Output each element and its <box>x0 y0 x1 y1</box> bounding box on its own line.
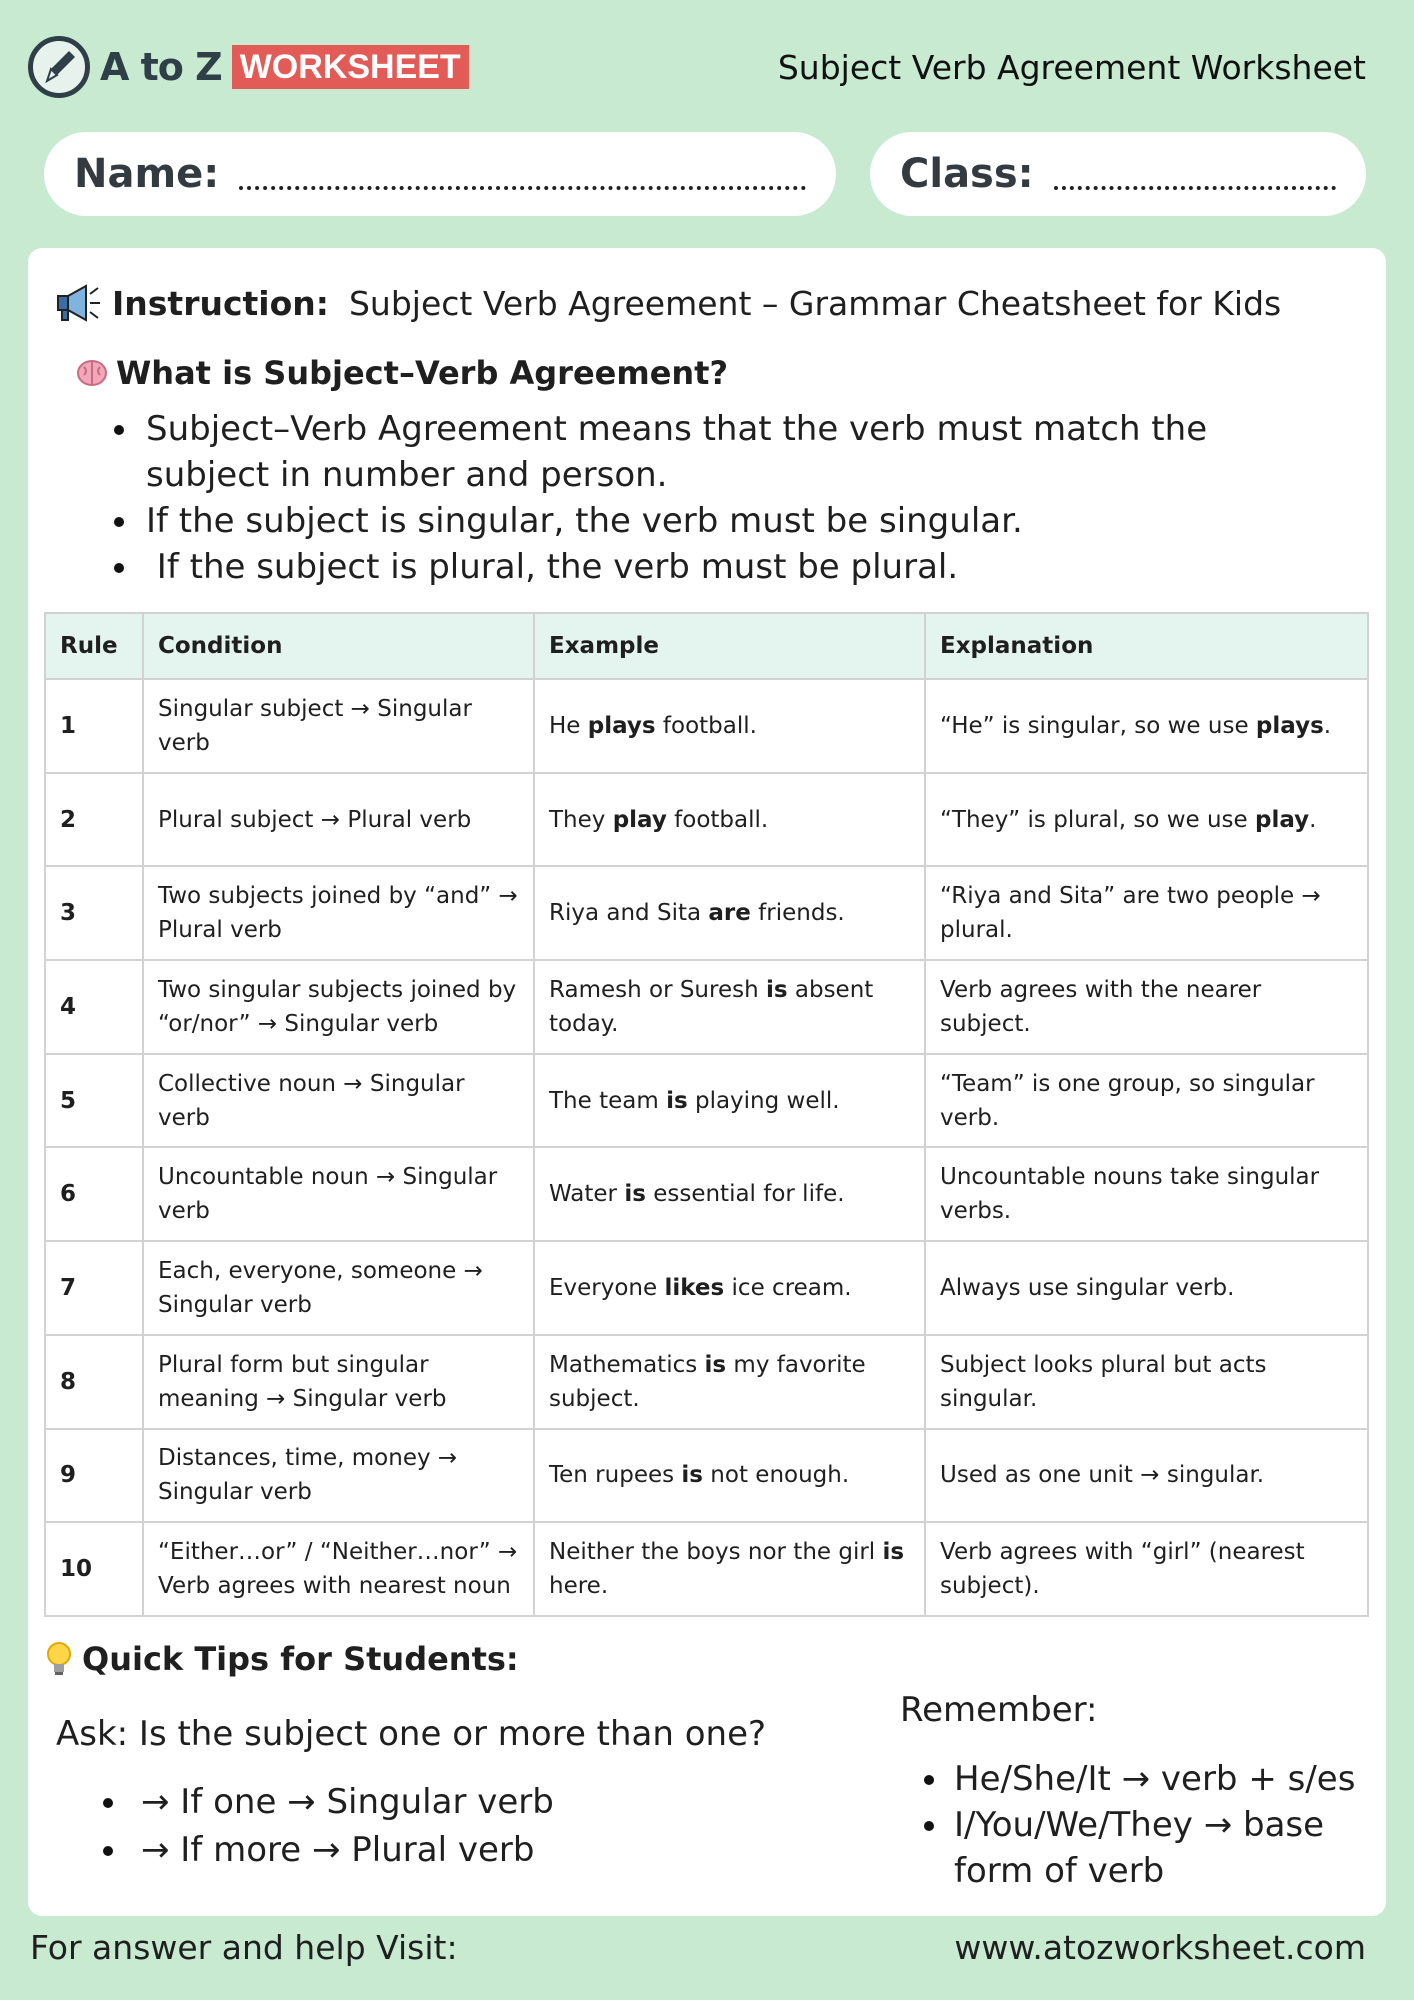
table-row <box>45 773 1368 867</box>
logo-text: A to Z <box>100 45 222 89</box>
rule-example <box>534 679 925 773</box>
example-text-end: football. <box>655 712 757 739</box>
remember-item: I/You/We/They → base form of verb <box>954 1802 1374 1894</box>
rule-condition: Two singular subjects joined by “or/nor” → Singular verb <box>143 960 534 1054</box>
rule-condition: Uncountable noun → Singular verb <box>143 1147 534 1241</box>
example-text-end: friends. <box>750 900 845 927</box>
example-verb: is <box>765 976 788 1003</box>
example-verb: is <box>666 1087 688 1114</box>
rules-table <box>44 612 1369 1617</box>
tips-list <box>141 1778 554 1874</box>
instruction-label: Instruction: <box>112 283 329 323</box>
class-field[interactable] <box>870 132 1366 216</box>
class-blank-line[interactable] <box>1054 186 1336 190</box>
rule-explanation <box>925 773 1368 867</box>
class-label: Class: <box>900 151 1034 197</box>
rule-explanation <box>925 1147 1368 1241</box>
col-header-condition: Condition <box>143 613 534 679</box>
example-text: Neither the boys nor the girl <box>549 1539 883 1566</box>
example-text-end: not enough. <box>703 1462 850 1489</box>
logo-pencil-icon <box>28 36 90 98</box>
example-text-end: football. <box>666 806 769 833</box>
example-text: Ten rupees <box>549 1462 682 1489</box>
rule-explanation <box>925 1335 1368 1429</box>
rule-condition: Two subjects joined by “and” → Plural verb <box>143 866 534 960</box>
definition-heading-text: What is Subject–Verb Agreement? <box>116 354 729 392</box>
tip-item: → If one → Singular verb <box>141 1778 554 1826</box>
name-blank-line[interactable] <box>239 186 806 190</box>
rule-explanation <box>925 1241 1368 1335</box>
col-header-rule: Rule <box>45 613 143 679</box>
example-verb: is <box>681 1462 703 1489</box>
rule-condition: “Either…or” / “Neither…nor” → Verb agrees with nearest noun <box>143 1522 534 1616</box>
rule-explanation <box>925 1429 1368 1523</box>
rule-explanation <box>925 1522 1368 1616</box>
col-header-example: Example <box>534 613 925 679</box>
rule-example <box>534 1054 925 1148</box>
worksheet-title: Subject Verb Agreement Worksheet <box>777 48 1366 87</box>
rule-condition: Plural subject → Plural verb <box>143 773 534 867</box>
explanation-text: “Riya and Sita” are two people → plural. <box>940 883 1329 944</box>
tips-question: Ask: Is the subject one or more than one? <box>56 1714 767 1754</box>
example-text-end: my favorite subject. <box>549 1351 873 1412</box>
rule-example <box>534 866 925 960</box>
rule-condition: Distances, time, money → Singular verb <box>143 1429 534 1523</box>
megaphone-icon <box>54 282 102 324</box>
rule-number: 9 <box>45 1429 143 1523</box>
explanation-text-end: . <box>1309 806 1317 833</box>
example-text-end: playing well. <box>687 1087 840 1114</box>
example-verb: plays <box>587 712 656 739</box>
rule-explanation <box>925 866 1368 960</box>
rule-condition: Each, everyone, someone → Singular verb <box>143 1241 534 1335</box>
example-verb: likes <box>664 1274 725 1301</box>
explanation-text: Used as one unit → singular. <box>940 1462 1265 1489</box>
explanation-text: Uncountable nouns take singular verbs. <box>940 1164 1327 1225</box>
example-text-end: essential for life. <box>645 1181 845 1208</box>
table-row <box>45 679 1368 773</box>
rule-number: 7 <box>45 1241 143 1335</box>
example-verb: is <box>704 1351 727 1378</box>
example-verb: is <box>624 1181 646 1208</box>
instruction-line <box>54 282 1281 324</box>
remember-list <box>954 1756 1374 1894</box>
table-row <box>45 1054 1368 1148</box>
example-text: He <box>549 712 588 739</box>
explanation-text: Verb agrees with the nearer subject. <box>940 976 1269 1037</box>
footer-help-text: For answer and help Visit: <box>30 1928 458 1967</box>
example-verb: play <box>612 806 667 833</box>
definition-point: If the subject is plural, the verb must be plural. <box>146 544 1286 590</box>
table-row <box>45 1147 1368 1241</box>
rule-number: 8 <box>45 1335 143 1429</box>
tips-heading <box>44 1640 519 1678</box>
rule-explanation <box>925 960 1368 1054</box>
table-row <box>45 1335 1368 1429</box>
instruction-text: Subject Verb Agreement – Grammar Cheatsheet for Kids <box>348 283 1282 323</box>
explanation-text: Verb agrees with “girl” (nearest subject). <box>940 1539 1312 1600</box>
content-card <box>28 248 1386 1916</box>
definition-list <box>146 406 1286 590</box>
rule-number: 5 <box>45 1054 143 1148</box>
explanation-text: Subject looks plural but acts singular. <box>940 1351 1274 1412</box>
example-text-end: here. <box>549 1539 912 1600</box>
rules-table-body <box>45 679 1368 1616</box>
definition-point: Subject–Verb Agreement means that the verb must match the subject in number and person. <box>146 406 1286 498</box>
example-verb: are <box>708 900 751 927</box>
explanation-text: “They” is plural, so we use <box>940 806 1256 833</box>
explanation-text: “Team” is one group, so singular verb. <box>940 1070 1322 1131</box>
rule-example <box>534 1241 925 1335</box>
rule-example <box>534 773 925 867</box>
col-header-explanation: Explanation <box>925 613 1368 679</box>
rule-example <box>534 1522 925 1616</box>
brain-icon <box>76 359 108 387</box>
name-label: Name: <box>74 151 220 197</box>
table-row <box>45 1522 1368 1616</box>
rule-number: 6 <box>45 1147 143 1241</box>
rule-example <box>534 960 925 1054</box>
example-verb: is <box>882 1539 905 1566</box>
definition-heading <box>76 354 728 392</box>
remember-item: He/She/It → verb + s/es <box>954 1756 1374 1802</box>
explanation-verb: play <box>1255 806 1310 833</box>
explanation-text: Always use singular verb. <box>940 1274 1235 1301</box>
rule-explanation <box>925 679 1368 773</box>
definition-point: If the subject is singular, the verb must be singular. <box>146 498 1286 544</box>
lightbulb-icon <box>44 1641 74 1677</box>
tip-item: → If more → Plural verb <box>141 1826 554 1874</box>
name-field[interactable] <box>44 132 836 216</box>
rule-example <box>534 1429 925 1523</box>
example-text-end: ice cream. <box>724 1274 852 1301</box>
rule-condition: Singular subject → Singular verb <box>143 679 534 773</box>
table-header-row <box>45 613 1368 679</box>
rule-number: 4 <box>45 960 143 1054</box>
example-text: Water <box>549 1181 625 1208</box>
table-row <box>45 1241 1368 1335</box>
table-row <box>45 866 1368 960</box>
logo-badge: WORKSHEET <box>232 45 469 89</box>
tips-heading-text: Quick Tips for Students: <box>82 1640 519 1678</box>
example-text: Ramesh or Suresh <box>549 976 766 1003</box>
table-row <box>45 1429 1368 1523</box>
table-row <box>45 960 1368 1054</box>
example-text: They <box>549 806 613 833</box>
rule-number: 3 <box>45 866 143 960</box>
example-text: Everyone <box>549 1274 665 1301</box>
explanation-text-end: . <box>1323 712 1332 739</box>
remember-heading: Remember: <box>900 1690 1098 1730</box>
rule-example <box>534 1335 925 1429</box>
example-text: Mathematics <box>549 1351 705 1378</box>
explanation-text: “He” is singular, so we use <box>940 712 1256 739</box>
rule-number: 10 <box>45 1522 143 1616</box>
rule-condition: Plural form but singular meaning → Singular verb <box>143 1335 534 1429</box>
footer-website-link[interactable]: www.atozworksheet.com <box>954 1928 1366 1967</box>
example-text-end: absent today. <box>549 976 881 1037</box>
rule-example <box>534 1147 925 1241</box>
rule-condition: Collective noun → Singular verb <box>143 1054 534 1148</box>
rule-number: 1 <box>45 679 143 773</box>
rule-number: 2 <box>45 773 143 867</box>
rule-explanation <box>925 1054 1368 1148</box>
example-text: The team <box>549 1087 667 1114</box>
explanation-verb: plays <box>1255 712 1324 739</box>
brand-logo <box>28 36 469 98</box>
example-text: Riya and Sita <box>549 900 709 927</box>
